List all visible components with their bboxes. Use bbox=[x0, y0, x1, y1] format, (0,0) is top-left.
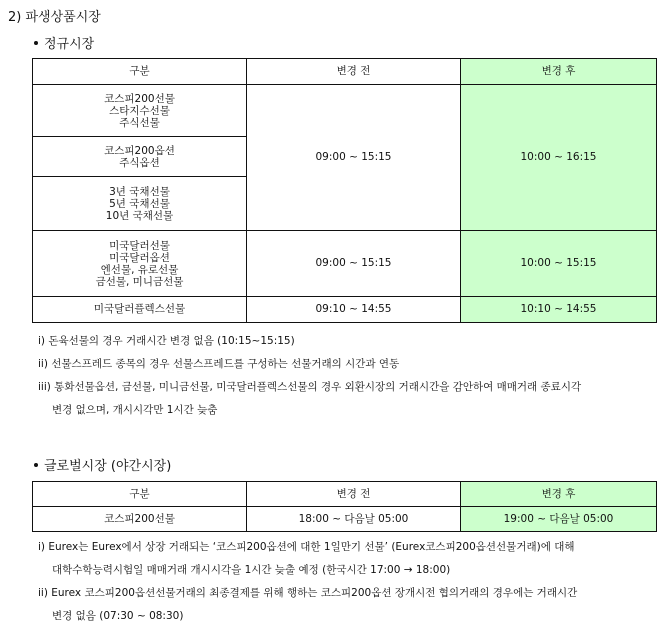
global-note: i) Eurex는 Eurex에서 상장 거래되는 ‘코스피200옵션에 대한 1일만기 선물’ (Eurex코스피200옵션선물거래)에 대해 bbox=[38, 541, 575, 553]
after-time: 10:00 ~ 16:15 bbox=[461, 85, 657, 231]
table-row bbox=[33, 85, 657, 137]
category-item: 코스피200선물 bbox=[104, 92, 175, 105]
category-item: 주식선물 bbox=[119, 116, 160, 129]
after-time: 10:10 ~ 14:55 bbox=[461, 297, 657, 323]
regular-note: ii) 선물스프레드 종목의 경우 선물스프레드를 구성하는 선물거래의 시간과 연동 bbox=[38, 358, 400, 370]
global-market-title-text: 글로벌시장 (야간시장) bbox=[44, 459, 172, 474]
global-market-table bbox=[32, 481, 657, 532]
category-item: 10년 국채선물 bbox=[105, 209, 174, 222]
global-note-continuation: 대학수학능력시험일 매매거래 개시시각을 1시간 늦출 예정 (한국시간 17:00 → 18:00) bbox=[52, 564, 451, 576]
category-item: 코스피200옵션 bbox=[104, 144, 175, 157]
category-item: 미국달러선물 bbox=[109, 239, 170, 252]
category-item: 3년 국채선물 bbox=[109, 185, 170, 198]
before-time: 09:00 ~ 15:15 bbox=[247, 231, 461, 297]
table-header-row bbox=[33, 482, 657, 507]
header-after: 변경 후 bbox=[461, 482, 657, 507]
table-row bbox=[33, 297, 657, 323]
bullet-icon bbox=[34, 41, 38, 45]
table-header-row bbox=[33, 59, 657, 85]
after-time: 10:00 ~ 15:15 bbox=[461, 231, 657, 297]
category-item: 엔선물, 유로선물 bbox=[100, 263, 179, 276]
category-cell: 코스피200선물 bbox=[33, 507, 247, 532]
bullet-icon bbox=[34, 463, 38, 467]
after-time: 19:00 ~ 다음날 05:00 bbox=[461, 507, 657, 532]
header-before: 변경 전 bbox=[247, 59, 461, 85]
category-item: 5년 국채선물 bbox=[109, 197, 170, 210]
global-note-continuation: 변경 없음 (07:30 ~ 08:30) bbox=[52, 610, 184, 622]
category-cell: 미국달러플렉스선물 bbox=[33, 297, 247, 323]
category-cell bbox=[33, 231, 247, 297]
category-item: 스타지수선물 bbox=[109, 104, 170, 117]
category-item: 주식옵션 bbox=[119, 156, 160, 169]
header-category: 구분 bbox=[33, 59, 247, 85]
header-after: 변경 후 bbox=[461, 59, 657, 85]
category-item: 미국달러옵션 bbox=[109, 251, 170, 264]
global-market-title bbox=[34, 455, 171, 474]
before-time: 09:00 ~ 15:15 bbox=[247, 85, 461, 231]
regular-note: iii) 통화선물옵션, 금선물, 미니금선물, 미국달러플렉스선물의 경우 외환시장의 거래시간을 감안하여 매매거래 종료시각 bbox=[38, 381, 582, 393]
category-cell bbox=[33, 85, 247, 137]
regular-note-continuation: 변경 없으며, 개시시각만 1시간 늦춤 bbox=[52, 404, 218, 416]
before-time: 09:10 ~ 14:55 bbox=[247, 297, 461, 323]
category-cell bbox=[33, 137, 247, 177]
table-row bbox=[33, 231, 657, 297]
category-cell bbox=[33, 177, 247, 231]
before-time: 18:00 ~ 다음날 05:00 bbox=[247, 507, 461, 532]
table-row bbox=[33, 507, 657, 532]
header-before: 변경 전 bbox=[247, 482, 461, 507]
regular-market-title-text: 정규시장 bbox=[44, 37, 95, 52]
regular-market-title bbox=[34, 33, 94, 52]
category-item: 금선물, 미니금선물 bbox=[95, 275, 184, 288]
global-note: ii) Eurex 코스피200옵션선물거래의 최종결제를 위해 행하는 코스피200옵션 장개시전 협의거래의 경우에는 거래시간 bbox=[38, 587, 578, 599]
regular-note: i) 돈육선물의 경우 거래시간 변경 없음 (10:15~15:15) bbox=[38, 335, 295, 347]
header-category: 구분 bbox=[33, 482, 247, 507]
regular-market-table bbox=[32, 58, 657, 323]
section-title: 2) 파생상품시장 bbox=[8, 10, 101, 25]
